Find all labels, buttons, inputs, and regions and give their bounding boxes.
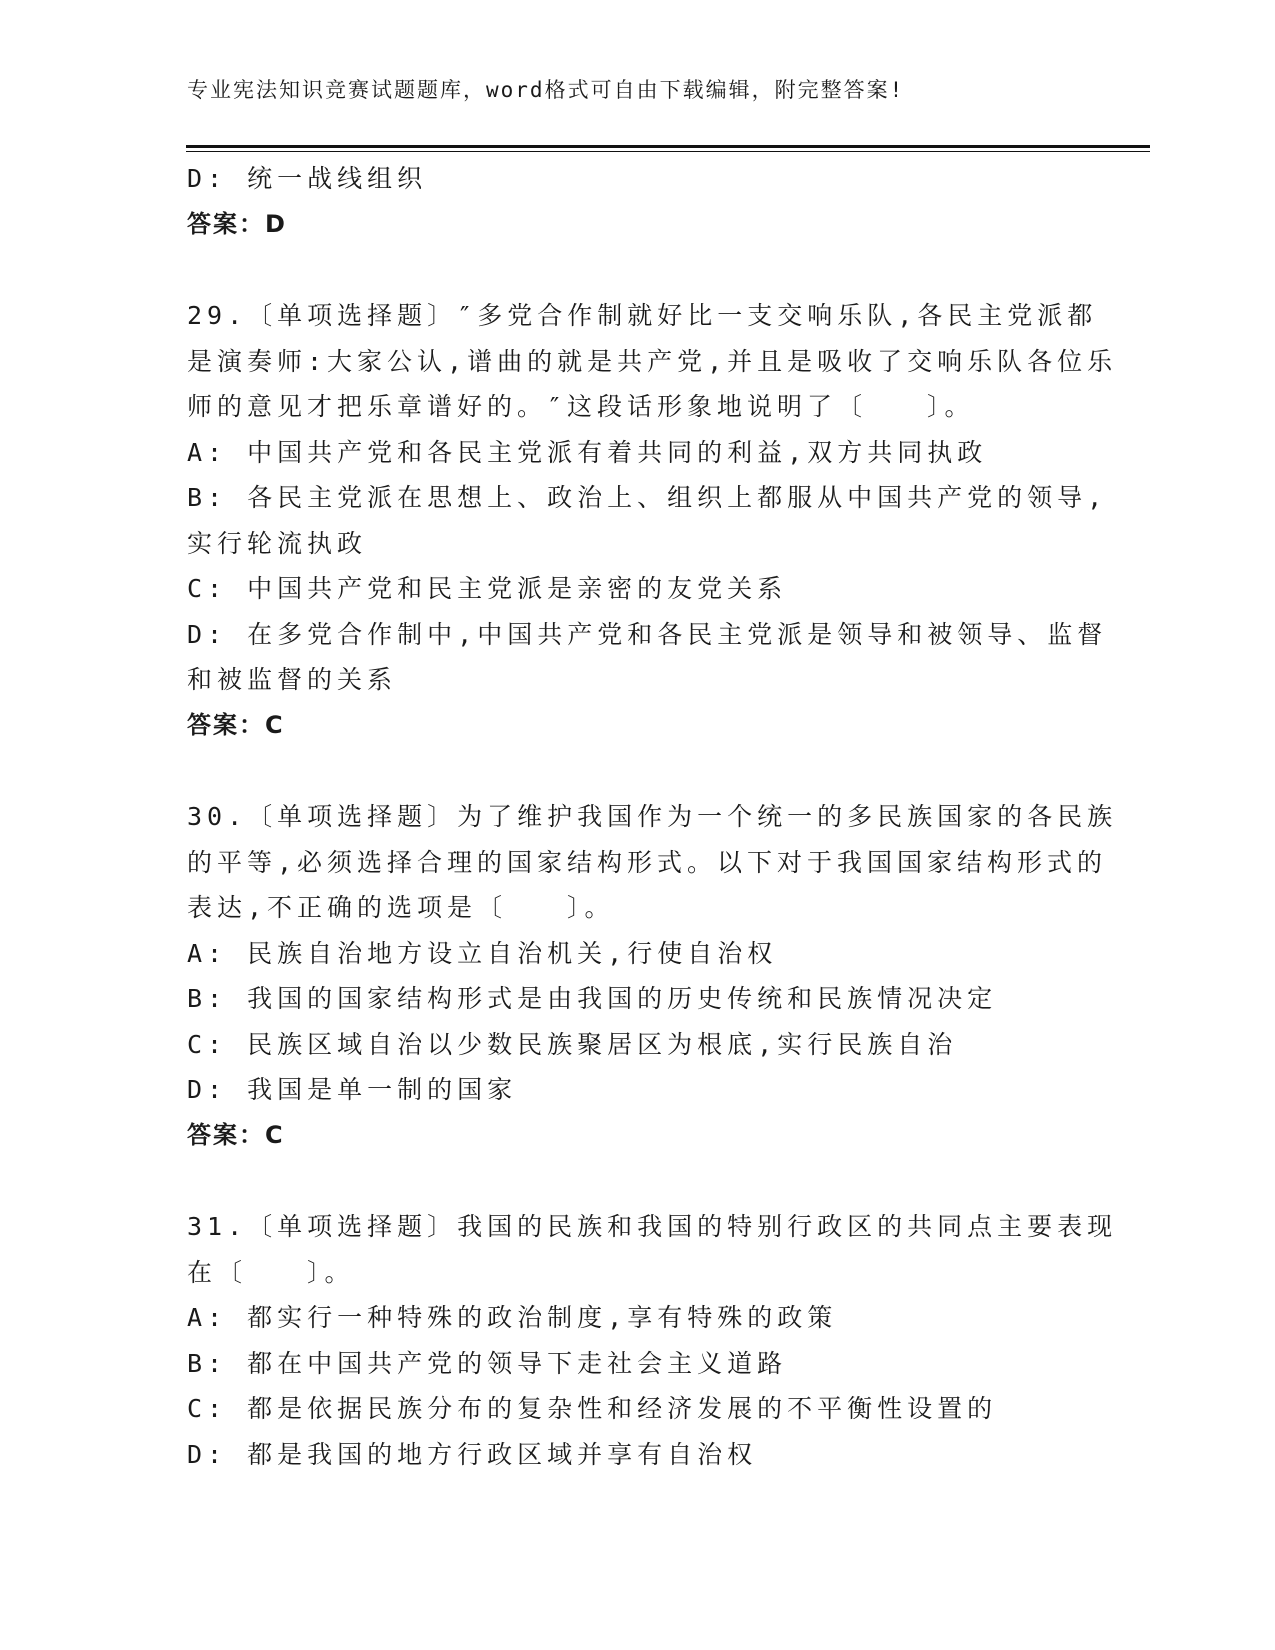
question-text: 的平等,必须选择合理的国家结构形式。以下对于我国国家结构形式的 (187, 847, 1108, 877)
option-c: C: 都是依据民族分布的复杂性和经济发展的不平衡性设置的 (187, 1394, 998, 1423)
question-text: 师的意见才把乐章谱好的。″这段话形象地说明了〔 〕。 (187, 392, 975, 421)
option-d: D: 在多党合作制中,中国共产党和各民主党派是领导和被领导、监督 (187, 619, 1108, 649)
page-header: 专业宪法知识竞赛试题题库，word格式可自由下载编辑，附完整答案! (187, 78, 905, 102)
header-rule (186, 145, 1150, 148)
document-body (187, 156, 1118, 1477)
answer: 答案：D (187, 209, 287, 238)
question-text: 在〔 〕。 (187, 1257, 355, 1287)
option-d: D: 统一战线组织 (187, 164, 428, 193)
spacer (187, 1158, 1087, 1204)
option-d-continued: 和被监督的关系 (187, 665, 398, 694)
option-d: D: 我国是单一制的国家 (187, 1075, 518, 1104)
option-a: A: 都实行一种特殊的政治制度,享有特殊的政策 (187, 1303, 838, 1332)
option-a: A: 民族自治地方设立自治机关,行使自治权 (187, 938, 778, 968)
spacer (187, 748, 1087, 794)
question-30 (187, 794, 1118, 1158)
option-b: B: 各民主党派在思想上、政治上、组织上都服从中国共产党的领导, (187, 483, 1108, 512)
question-text: 是演奏师:大家公认,谱曲的就是共产党,并且是吸收了交响乐队各位乐 (187, 346, 1118, 376)
option-a: A: 中国共产党和各民主党派有着共同的利益,双方共同执政 (187, 437, 988, 467)
option-b: B: 我国的国家结构形式是由我国的历史传统和民族情况决定 (187, 984, 998, 1013)
question-text: 30.〔单项选择题〕为了维护我国作为一个统一的多民族国家的各民族 (187, 802, 1118, 831)
answer: 答案：C (187, 710, 285, 739)
option-b-continued: 实行轮流执政 (187, 528, 368, 558)
question-31 (187, 1204, 1118, 1477)
question-text: 29.〔单项选择题〕″多党合作制就好比一支交响乐队,各民主党派都 (187, 301, 1098, 330)
option-c: C: 民族区域自治以少数民族聚居区为根底,实行民族自治 (187, 1029, 958, 1059)
option-c: C: 中国共产党和民主党派是亲密的友党关系 (187, 574, 788, 603)
answer: 答案：C (187, 1120, 285, 1149)
option-b: B: 都在中国共产党的领导下走社会主义道路 (187, 1348, 788, 1378)
question-text: 表达,不正确的选项是〔 〕。 (187, 893, 615, 922)
question-text: 31.〔单项选择题〕我国的民族和我国的特别行政区的共同点主要表现 (187, 1212, 1118, 1241)
header-rule-thin (186, 151, 1150, 152)
question-29 (187, 293, 1118, 748)
option-d: D: 都是我国的地方行政区域并享有自治权 (187, 1439, 758, 1469)
spacer (187, 247, 1087, 293)
